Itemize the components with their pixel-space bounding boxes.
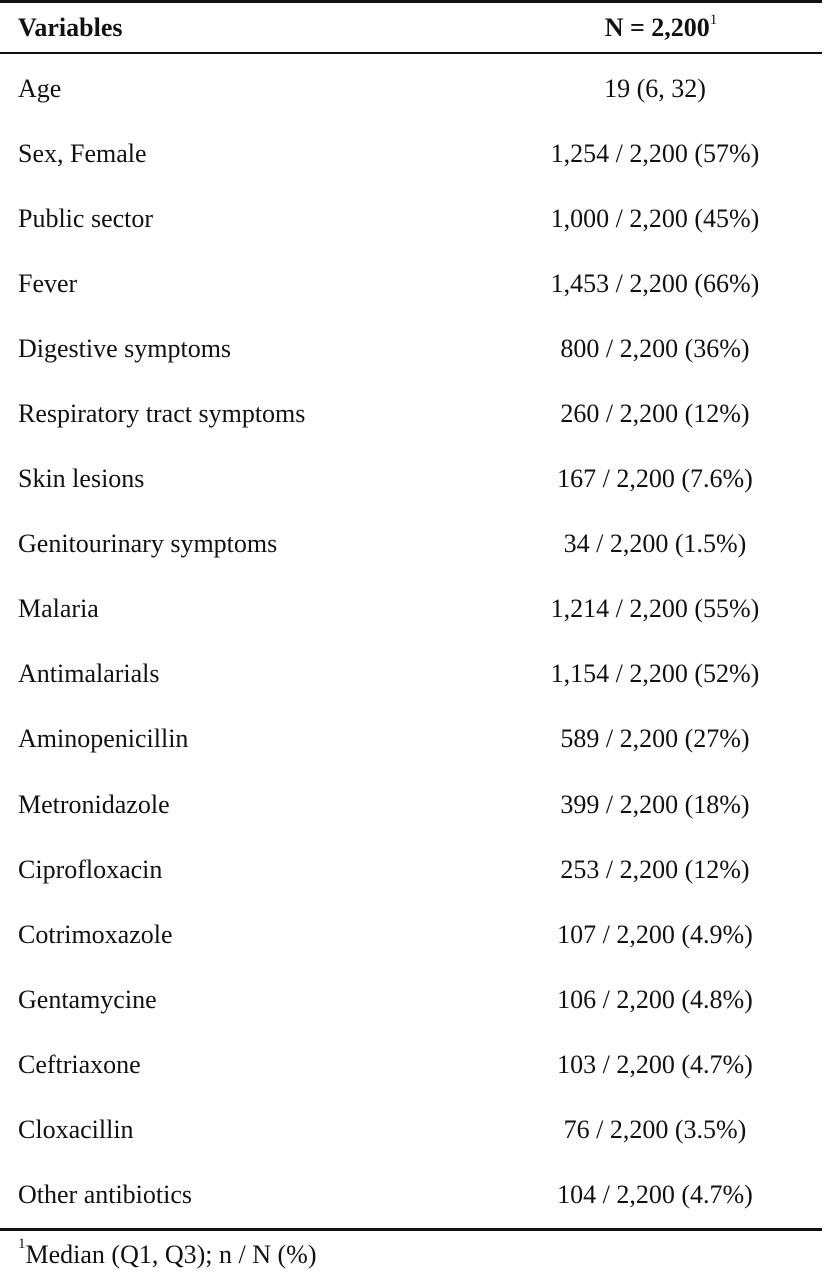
row-variable: Gentamycine	[18, 984, 157, 1014]
row-variable: Metronidazole	[18, 789, 170, 819]
row-variable: Ceftriaxone	[18, 1049, 141, 1079]
row-variable: Genitourinary symptoms	[18, 529, 278, 559]
row-value: 19 (6, 32)	[604, 73, 706, 103]
table-row	[0, 967, 822, 1032]
table-body	[0, 56, 822, 1228]
row-value: 1,453 / 2,200 (66%)	[550, 268, 760, 298]
row-value: 167 / 2,200 (7.6%)	[557, 464, 753, 494]
table-row	[0, 1163, 822, 1228]
row-variable: Skin lesions	[18, 464, 145, 494]
row-value: 106 / 2,200 (4.8%)	[557, 984, 753, 1014]
row-value: 1,254 / 2,200 (57%)	[550, 138, 760, 168]
row-value: 589 / 2,200 (27%)	[560, 724, 750, 754]
table-row	[0, 707, 822, 772]
header-footnote-mark: 1	[709, 11, 718, 28]
row-variable: Age	[18, 73, 62, 103]
table-row	[0, 316, 822, 381]
table-row	[0, 837, 822, 902]
row-value: 1,214 / 2,200 (55%)	[550, 594, 760, 624]
table-row	[0, 902, 822, 967]
row-value: 103 / 2,200 (4.7%)	[557, 1049, 753, 1079]
row-variable: Digestive symptoms	[18, 333, 232, 363]
row-variable: Malaria	[18, 594, 99, 624]
row-value: 253 / 2,200 (12%)	[560, 854, 750, 884]
table-row	[0, 121, 822, 186]
row-value: 260 / 2,200 (12%)	[560, 399, 750, 429]
table-row	[0, 1032, 822, 1097]
row-value: 1,000 / 2,200 (45%)	[550, 203, 760, 233]
table-row	[0, 642, 822, 707]
table-row	[0, 1098, 822, 1163]
row-value: 1,154 / 2,200 (52%)	[550, 659, 760, 689]
footnote-text: Median (Q1, Q3); n / N (%)	[25, 1240, 317, 1269]
header-n-total-label: N = 2,200	[604, 12, 710, 42]
row-variable: Cloxacillin	[18, 1115, 134, 1145]
table-row	[0, 186, 822, 251]
table-header-rule	[0, 52, 822, 54]
row-value: 800 / 2,200 (36%)	[560, 333, 750, 363]
row-variable: Public sector	[18, 203, 154, 233]
row-variable: Cotrimoxazole	[18, 919, 173, 949]
row-variable: Respiratory tract symptoms	[18, 399, 306, 429]
table-row	[0, 447, 822, 512]
table-row	[0, 577, 822, 642]
row-value: 34 / 2,200 (1.5%)	[563, 529, 747, 559]
row-variable: Aminopenicillin	[18, 724, 189, 754]
table-footnote	[18, 1236, 317, 1270]
table-header-row	[0, 3, 822, 52]
row-value: 107 / 2,200 (4.9%)	[557, 919, 753, 949]
row-value: 399 / 2,200 (18%)	[560, 789, 750, 819]
footnote-mark: 1	[18, 1236, 26, 1252]
row-value: 104 / 2,200 (4.7%)	[557, 1180, 753, 1210]
table-row	[0, 251, 822, 316]
row-variable: Sex, Female	[18, 138, 147, 168]
row-variable: Other antibiotics	[18, 1180, 193, 1210]
row-variable: Ciprofloxacin	[18, 854, 163, 884]
header-n-total	[440, 11, 822, 42]
table-bottom-rule	[0, 1228, 822, 1231]
row-variable: Antimalarials	[18, 659, 160, 689]
table-row	[0, 381, 822, 446]
row-value: 76 / 2,200 (3.5%)	[563, 1115, 747, 1145]
table-row	[0, 772, 822, 837]
header-variables: Variables	[18, 12, 123, 42]
table-row	[0, 512, 822, 577]
row-variable: Fever	[18, 268, 78, 298]
table-row	[0, 56, 822, 121]
